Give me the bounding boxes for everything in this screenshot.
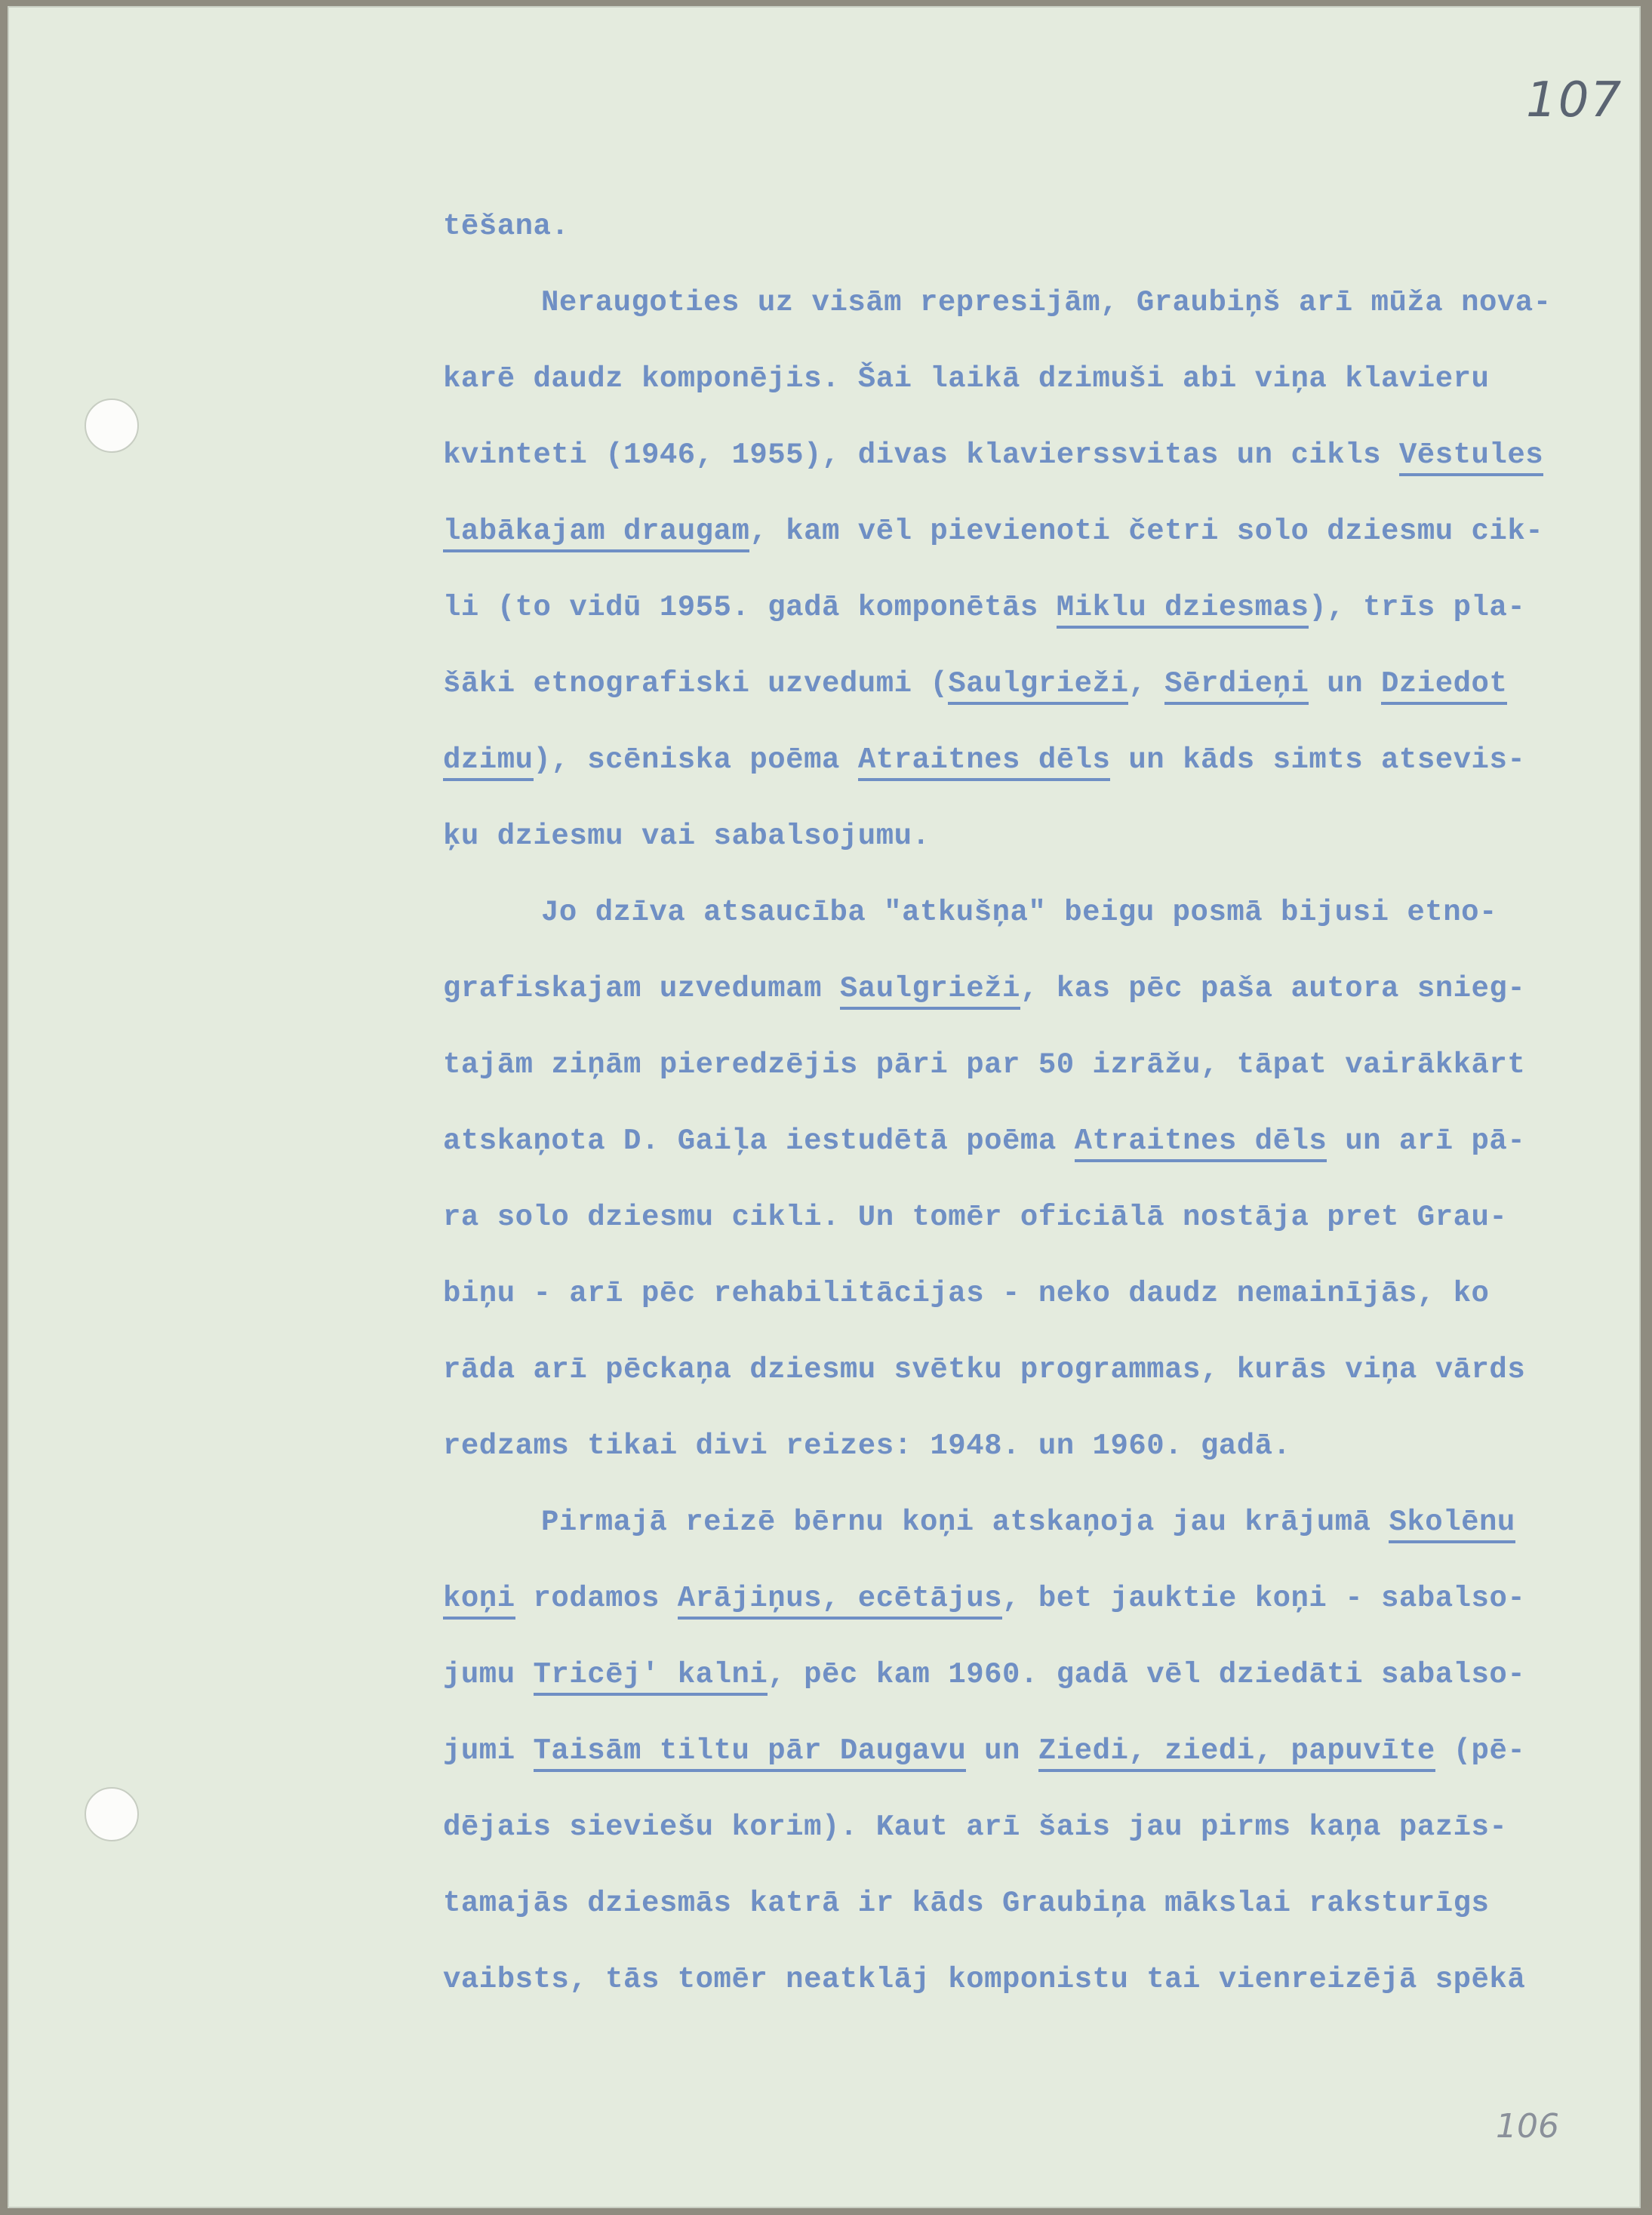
text-segment: tajām ziņām pieredzējis pāri par 50 izrāžu, tāpat vairākkārt bbox=[443, 1048, 1526, 1081]
underlined-title: Sērdieņi bbox=[1164, 667, 1309, 705]
underlined-title: Tricēj' kalni bbox=[534, 1658, 768, 1696]
text-line bbox=[443, 798, 1590, 875]
text-segment: rāda arī pēckaņa dziesmu svētku programmas, kurās viņa vārds bbox=[443, 1353, 1526, 1386]
text-segment: kvinteti (1946, 1955), divas klavierssvitas un cikls bbox=[443, 438, 1399, 472]
text-segment: atskaņota D. Gaiļa iestudētā poēma bbox=[443, 1124, 1075, 1158]
punch-hole-top bbox=[85, 398, 139, 453]
text-segment: Neraugoties uz visām represijām, Graubiņš arī mūža nova- bbox=[541, 286, 1552, 319]
underlined-title: labākajam draugam bbox=[443, 515, 749, 552]
text-line bbox=[443, 951, 1590, 1027]
text-line bbox=[443, 1256, 1590, 1332]
text-segment: , pēc kam 1960. gadā vēl dziedāti sabalso- bbox=[768, 1658, 1526, 1691]
underlined-title: Arājiņus, ecētājus bbox=[678, 1582, 1002, 1620]
text-segment: rodamos bbox=[515, 1582, 678, 1615]
underlined-title: Saulgrieži bbox=[840, 972, 1020, 1010]
document-page bbox=[8, 6, 1641, 2208]
text-line bbox=[443, 417, 1590, 494]
text-line bbox=[443, 1942, 1590, 2018]
text-segment: jumi bbox=[443, 1734, 534, 1767]
text-line bbox=[443, 1332, 1590, 1408]
text-line bbox=[443, 265, 1590, 341]
underlined-title: Atraitnes dēls bbox=[858, 743, 1111, 781]
text-line bbox=[443, 1027, 1590, 1103]
text-segment: tamajās dziesmās katrā ir kāds Graubiņa mākslai raksturīgs bbox=[443, 1887, 1490, 1920]
text-line bbox=[443, 875, 1590, 951]
text-line bbox=[443, 1637, 1590, 1713]
text-segment: jumu bbox=[443, 1658, 534, 1691]
text-line bbox=[443, 1789, 1590, 1866]
text-segment: redzams tikai divi reizes: 1948. un 1960. gadā. bbox=[443, 1429, 1291, 1463]
text-line bbox=[443, 1103, 1590, 1180]
text-segment: biņu - arī pēc rehabilitācijas - neko daudz nemainījās, ko bbox=[443, 1277, 1490, 1310]
underlined-title: dzimu bbox=[443, 743, 534, 781]
underlined-title: Dziedot bbox=[1381, 667, 1507, 705]
handwritten-page-number-top: 107 bbox=[1526, 72, 1623, 128]
text-segment: , bet jauktie koņi - sabalso- bbox=[1002, 1582, 1526, 1615]
text-segment: un bbox=[1309, 667, 1382, 700]
text-line bbox=[443, 1180, 1590, 1256]
underlined-title: Vēstules bbox=[1399, 438, 1543, 476]
text-segment: karē daudz komponējis. Šai laikā dzimuši abi viņa klavieru bbox=[443, 362, 1490, 395]
text-segment: un bbox=[966, 1734, 1038, 1767]
underlined-title: koņi bbox=[443, 1582, 515, 1620]
underlined-title: Skolēnu bbox=[1389, 1506, 1515, 1543]
text-line bbox=[443, 722, 1590, 798]
typewritten-body-text bbox=[443, 189, 1590, 2018]
text-segment: ), scēniska poēma bbox=[533, 743, 858, 777]
text-line bbox=[443, 341, 1590, 417]
text-line bbox=[443, 1484, 1590, 1561]
text-segment: un kāds simts atsevis- bbox=[1110, 743, 1526, 777]
text-segment: ), trīs pla- bbox=[1309, 591, 1526, 624]
text-segment: , bbox=[1128, 667, 1165, 700]
text-segment: grafiskajam uzvedumam bbox=[443, 972, 840, 1005]
text-segment: ra solo dziesmu cikli. Un tomēr oficiālā nostāja pret Grau- bbox=[443, 1201, 1508, 1234]
text-line bbox=[443, 1713, 1590, 1789]
text-segment: li (to vidū 1955. gadā komponētās bbox=[443, 591, 1057, 624]
text-line bbox=[443, 189, 1590, 265]
text-segment: šāki etnografiski uzvedumi ( bbox=[443, 667, 949, 700]
text-segment: Pirmajā reizē bērnu koņi atskaņoja jau krājumā bbox=[541, 1506, 1389, 1539]
handwritten-page-number-bottom: 106 bbox=[1496, 2107, 1559, 2146]
text-line bbox=[443, 1866, 1590, 1942]
text-segment: ķu dziesmu vai sabalsojumu. bbox=[443, 820, 931, 853]
underlined-title: Taisām tiltu pār Daugavu bbox=[534, 1734, 967, 1772]
underlined-title: Saulgrieži bbox=[948, 667, 1128, 705]
text-line bbox=[443, 494, 1590, 570]
text-segment: vaibsts, tās tomēr neatklāj komponistu tai vienreizējā spēkā bbox=[443, 1963, 1526, 1996]
underlined-title: Miklu dziesmas bbox=[1057, 591, 1309, 629]
underlined-title: Ziedi, ziedi, papuvīte bbox=[1038, 1734, 1435, 1772]
text-line bbox=[443, 646, 1590, 722]
text-segment: dējais sieviešu korim). Kaut arī šais jau pirms kaņa pazīs- bbox=[443, 1810, 1508, 1844]
text-segment: , kam vēl pievienoti četri solo dziesmu cik- bbox=[749, 515, 1544, 548]
text-segment: tēšana. bbox=[443, 210, 570, 243]
text-line bbox=[443, 1408, 1590, 1484]
punch-hole-bottom bbox=[85, 1787, 139, 1841]
text-segment: , kas pēc paša autora snieg- bbox=[1020, 972, 1526, 1005]
text-line bbox=[443, 1561, 1590, 1637]
text-line bbox=[443, 570, 1590, 646]
text-segment: (pē- bbox=[1435, 1734, 1526, 1767]
underlined-title: Atraitnes dēls bbox=[1075, 1124, 1327, 1162]
text-segment: Jo dzīva atsaucība "atkušņa" beigu posmā bijusi etno- bbox=[541, 896, 1497, 929]
text-segment: un arī pā- bbox=[1327, 1124, 1526, 1158]
